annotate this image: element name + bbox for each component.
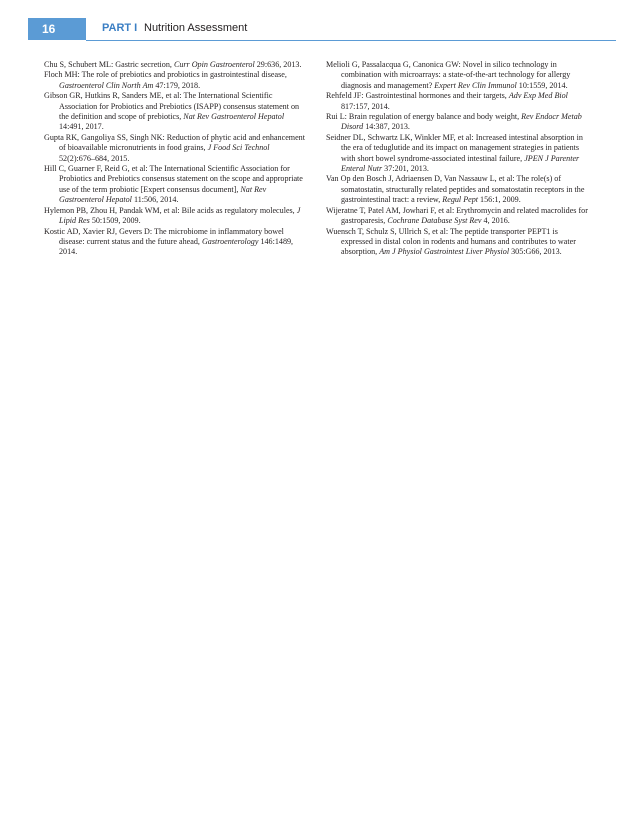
reference-item	[44, 133, 306, 164]
reference-journal: JPEN J Parenter Enteral Nutr	[341, 153, 580, 174]
reference-details: 52(2):676–684, 2015.	[59, 153, 130, 163]
reference-details: 305:G66, 2013.	[509, 247, 562, 257]
reference-journal: J Food Sci Technol	[207, 143, 270, 153]
reference-item	[44, 227, 306, 258]
reference-journal: Rev Endocr Metab Disord	[341, 112, 582, 132]
reference-journal: Am J Physiol Gastrointest Liver Physiol	[379, 247, 510, 257]
reference-authors: Wuensch T, Schulz S, Ullrich S, et al: The peptide transporter PEPT1 is expressed in distal colon in rodents and humans and contributes to water absorption,	[326, 226, 576, 257]
reference-details: 14:387, 2013.	[363, 122, 410, 132]
reference-journal: Cochrane Database Syst Rev	[387, 216, 482, 226]
reference-authors: Gupta RK, Gangoliya SS, Singh NK: Reduction of phytic acid and enhancement of bioavailable micronutrients in food grains,	[44, 132, 305, 153]
reference-item	[326, 227, 588, 258]
reference-details: 156:1, 2009.	[478, 195, 521, 205]
references-right-column	[326, 60, 588, 258]
reference-authors: Seidner DL, Schwartz LK, Winkler MF, et al: Increased intestinal absorption in the era of teduglutide and its impact on management strategies in patients with short bowel syndrome-associated intestinal failure,	[326, 132, 583, 163]
page-number: 16	[28, 18, 86, 40]
reference-journal: Gastroenterol Clin North Am	[59, 80, 154, 90]
reference-authors: Kostic AD, Xavier RJ, Gevers D: The microbiome in inflammatory bowel disease: current status and the future ahead,	[44, 226, 284, 246]
reference-details: 4, 2016.	[481, 216, 510, 226]
reference-authors: Hylemon PB, Zhou H, Pandak WM, et al: Bile acids as regulatory molecules,	[44, 205, 297, 215]
reference-authors: Rehfeld JF: Gastrointestinal hormones and their targets,	[326, 91, 509, 101]
reference-item	[326, 133, 588, 175]
reference-journal: Adv Exp Med Biol	[508, 91, 568, 101]
reference-item	[326, 112, 588, 133]
page-header	[0, 0, 638, 46]
reference-journal: Nat Rev Gastroenterol Hepatol	[183, 112, 285, 122]
reference-authors: Van Op den Bosch J, Adriaensen D, Van Nassauw L, et al: The role(s) of somatostatin, structurally related peptides and somatostatin receptors in the gastrointestinal tract: a review,	[326, 174, 585, 205]
reference-details: 50:1509, 2009.	[89, 216, 141, 226]
reference-journal: J Lipid Res	[59, 205, 301, 226]
reference-authors: Wijeratne T, Patel AM, Jowhari F, et al: Erythromycin and related macrolides for gastroparesis,	[326, 205, 588, 226]
reference-details: 37:201, 2013.	[382, 164, 429, 174]
reference-details: 10:1559, 2014.	[516, 80, 568, 90]
reference-journal: Regul Pept	[442, 195, 479, 205]
reference-item	[44, 206, 306, 227]
reference-item	[44, 164, 306, 206]
reference-item	[326, 91, 588, 112]
reference-item	[326, 174, 588, 205]
reference-details: 817:157, 2014.	[341, 101, 390, 111]
reference-authors: Floch MH: The role of prebiotics and probiotics in gastrointestinal disease,	[44, 70, 287, 80]
reference-item	[326, 206, 588, 227]
reference-details: 29:636, 2013.	[254, 60, 302, 69]
reference-journal: Curr Opin Gastroenterol	[173, 60, 255, 69]
part-title: Nutrition Assessment	[144, 22, 248, 34]
reference-authors: Chu S, Schubert ML: Gastric secretion,	[44, 60, 174, 69]
reference-details: 11:506, 2014.	[131, 195, 179, 205]
reference-item	[44, 70, 306, 91]
reference-item	[44, 91, 306, 133]
reference-details: 47:179, 2018.	[153, 80, 201, 90]
reference-details: 14:491, 2017.	[59, 122, 104, 132]
reference-authors: Rui L: Brain regulation of energy balance and body weight,	[326, 112, 522, 122]
reference-item	[326, 60, 588, 91]
header-rule	[86, 40, 616, 41]
reference-authors: Hill C, Guarner F, Reid G, et al: The International Scientific Association for Probiotics and Prebiotics consensus statement on the scope and appropriate use of the term probiotic [Expert consensus document],	[44, 164, 303, 194]
reference-authors: Gibson GR, Hutkins R, Sanders ME, et al: The International Scientific Association for Probiotics and Prebiotics (ISAPP) consensus statement on the definition and scope of prebiotics,	[44, 91, 300, 122]
reference-journal: Expert Rev Clin Immunol	[434, 80, 517, 90]
reference-item	[44, 60, 306, 70]
reference-journal: Gastroenterology	[201, 236, 259, 246]
reference-authors: Melioli G, Passalacqua G, Canonica GW: Novel in silico technology in combination with microarrays: a state-of-the-art technology for allergy diagnosis and management?	[326, 60, 571, 90]
reference-details: 146:1489, 2014.	[59, 236, 294, 257]
part-label: PART I	[102, 22, 138, 34]
reference-journal: Nat Rev Gastroenterol Hepatol	[59, 184, 267, 205]
references-left-column	[44, 60, 306, 258]
